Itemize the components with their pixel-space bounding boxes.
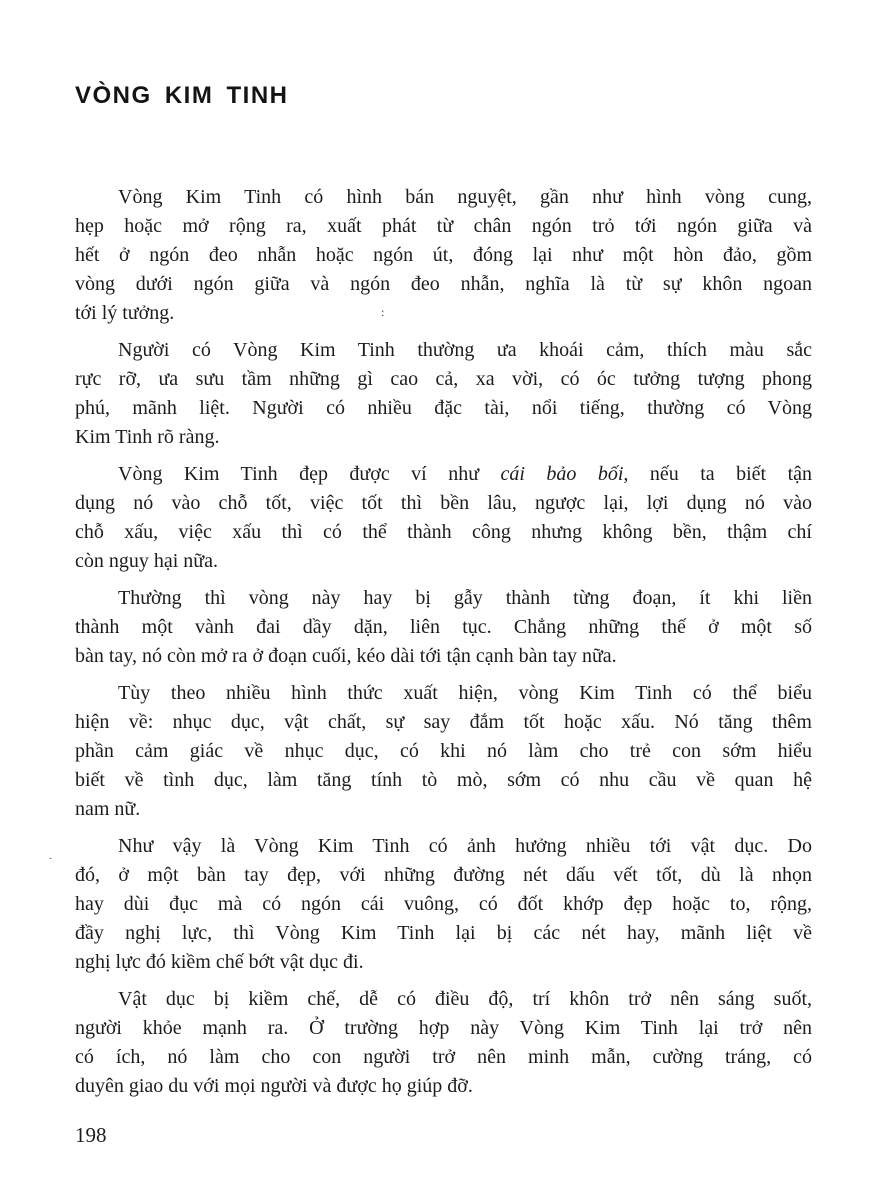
text-line [75, 460, 812, 489]
text-line: Như vậy là Vòng Kim Tinh có ảnh hưởng nhiều tới vật dục. Do [118, 835, 812, 857]
text-line: vòng dưới ngón giữa và ngón đeo nhẫn, nghĩa là từ sự khôn ngoan [75, 273, 812, 295]
scan-speck: : [381, 305, 385, 319]
paragraph [75, 460, 812, 576]
text-line: hiện về: nhục dục, vật chất, sự say đắm tốt hoặc xấu. Nó tăng thêm [75, 711, 812, 733]
body-text [75, 183, 812, 1109]
paragraph [75, 584, 812, 671]
page-number: 198 [75, 1123, 107, 1147]
text-segment: nếu ta biết tận [628, 463, 812, 485]
paragraph [75, 679, 812, 824]
text-segment: Vòng Kim Tinh đẹp được ví như [118, 463, 501, 485]
text-line: duyên giao du với mọi người và được họ giúp đỡ. [75, 1075, 473, 1097]
text-line: có ích, nó làm cho con người trở nên minh mẫn, cường tráng, có [75, 1046, 812, 1068]
paragraph [75, 985, 812, 1101]
text-line: đầy nghị lực, thì Vòng Kim Tinh lại bị các nét hay, mãnh liệt về [75, 922, 812, 944]
text-line: phần cảm giác về nhục dục, có khi nó làm cho trẻ con sớm hiểu [75, 740, 812, 762]
text-line: Vòng Kim Tinh có hình bán nguyệt, gần như hình vòng cung, [118, 186, 812, 208]
text-line: còn nguy hại nữa. [75, 550, 219, 572]
italic-text: cái bảo bối, [500, 463, 629, 485]
paragraph [75, 336, 812, 452]
paragraph [75, 183, 812, 328]
text-line: Người có Vòng Kim Tinh thường ưa khoái cảm, thích màu sắc [118, 339, 812, 361]
text-line: bàn tay, nó còn mở ra ở đoạn cuối, kéo dài tới tận cạnh bàn tay nữa. [75, 645, 617, 667]
text-line: hay dùi đục mà có ngón cái vuông, có đốt khớp đẹp hoặc to, rộng, [75, 893, 812, 915]
scan-speck: ˋ [48, 855, 56, 869]
text-line: Vật dục bị kiềm chế, dễ có điều độ, trí khôn trở nên sáng suốt, [118, 988, 812, 1010]
text-line: đó, ở một bàn tay đẹp, với những đường nét dấu vết tốt, dù là nhọn [75, 864, 812, 886]
paragraph [75, 832, 812, 977]
text-line: rực rỡ, ưa sưu tầm những gì cao cả, xa vời, có óc tưởng tượng phong [75, 368, 812, 390]
text-line: chỗ xấu, việc xấu thì có thể thành công nhưng không bền, thậm chí [75, 521, 812, 543]
text-line: phú, mãnh liệt. Người có nhiều đặc tài, nổi tiếng, thường có Vòng [75, 397, 812, 419]
text-line: Tùy theo nhiều hình thức xuất hiện, vòng Kim Tinh có thể biểu [118, 682, 812, 704]
text-line: Kim Tinh rõ ràng. [75, 426, 220, 448]
page-title: VÒNG KIM TINH [75, 82, 289, 109]
text-line: nghị lực đó kiềm chế bớt vật dục đi. [75, 951, 364, 973]
text-line: thành một vành đai dầy dặn, liên tục. Chẳng những thế ở một số [75, 616, 812, 638]
text-line: nam nữ. [75, 798, 141, 820]
text-line: Thường thì vòng này hay bị gẫy thành từng đoạn, ít khi liền [118, 587, 812, 609]
text-line: tới lý tưởng. [75, 302, 175, 324]
text-line: người khỏe mạnh ra. Ở trường hợp này Vòng Kim Tinh lại trở nên [75, 1017, 812, 1039]
text-line: hẹp hoặc mở rộng ra, xuất phát từ chân ngón trỏ tới ngón giữa và [75, 215, 812, 237]
text-line: dụng nó vào chỗ tốt, việc tốt thì bền lâu, ngược lại, lợi dụng nó vào [75, 492, 812, 514]
text-line: biết về tình dục, làm tăng tính tò mò, sớm có nhu cầu về quan hệ [75, 769, 812, 791]
text-line: hết ở ngón đeo nhẫn hoặc ngón út, đóng lại như một hòn đảo, gồm [75, 244, 812, 266]
